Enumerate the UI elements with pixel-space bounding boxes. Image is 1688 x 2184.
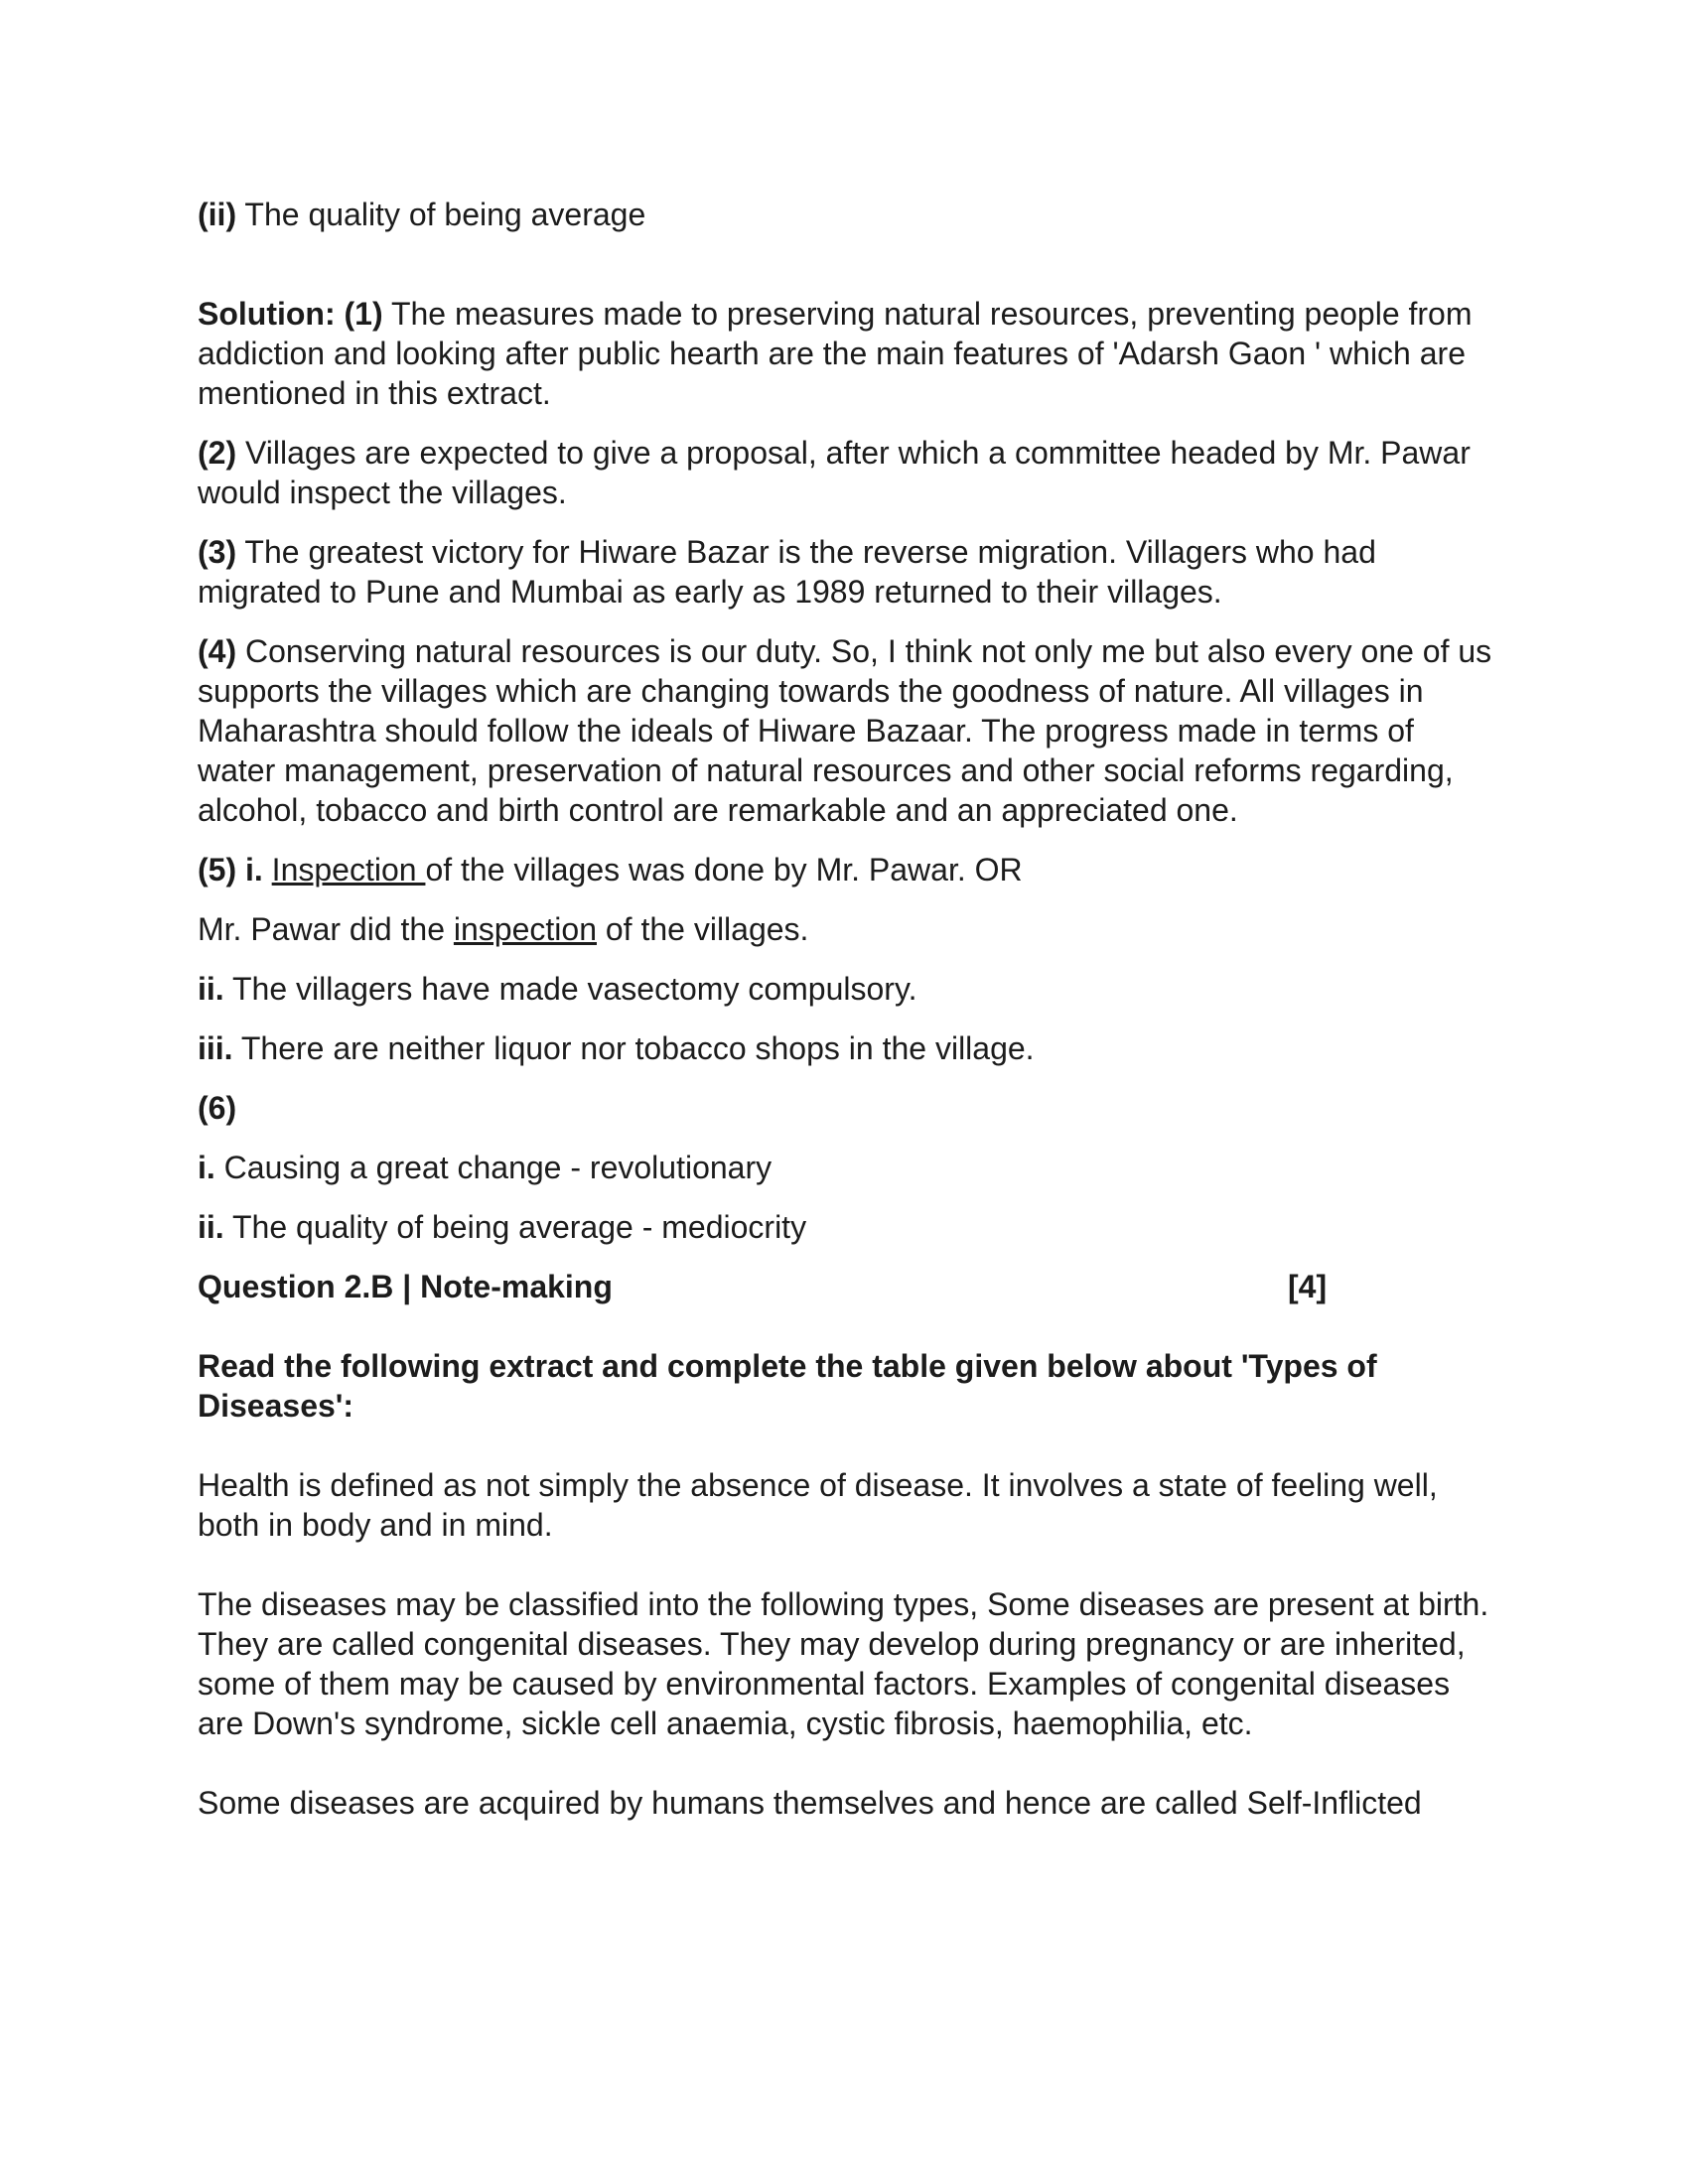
answer-number: (1) [335,296,383,332]
solution-answer-3 [198,532,1499,612]
extract-paragraph-1: Health is defined as not simply the absence of disease. It involves a state of feeling well, both in body and in mind. [198,1467,1438,1543]
answer-text: The greatest victory for Hiware Bazar is the reverse migration. Villagers who had migrated to Pune and Mumbai as early as 1989 returned to their villages. [198,534,1376,610]
answer-text: of the villages. [596,911,809,947]
solution-label: Solution: [198,296,336,332]
answer-text: Mr. Pawar did the [198,911,454,947]
answer-number: ii. [198,971,224,1007]
solution-answer-6: (6) [198,1090,237,1126]
answer-number: (5) i. [198,852,263,887]
answer-number: (2) [198,435,237,471]
answer-number: (3) [198,534,237,570]
item-number: (ii) [198,197,237,232]
solution-answer-6-ii [198,1207,1499,1247]
question-marks: [4] [1288,1269,1328,1304]
solution-answer-5-i-alt [198,909,1499,949]
extract-paragraph-2: The diseases may be classified into the following types, Some diseases are present at birth. They are called congenital diseases. They may develop during pregnancy or are inherited, some of them may be caused by environmental factors. Examples of congenital diseases are Down's syndrome, sickle cell anaemia, cystic fibrosis, haemophilia, etc. [198,1586,1489,1741]
extract-paragraph-3: Some diseases are acquired by humans themselves and hence are called Self-Inflicted [198,1785,1422,1821]
answer-number: i. [198,1150,215,1185]
underlined-word: Inspection [271,852,426,887]
answer-text: The measures made to preserving natural resources, preventing people from addiction and looking after public hearth are the main features of 'Adarsh Gaon ' which are mentioned in this extract. [198,296,1473,411]
answer-text: The villagers have made vasectomy compulsory. [223,971,917,1007]
answer-number: ii. [198,1209,224,1245]
answer-text: There are neither liquor nor tobacco shops in the village. [232,1030,1035,1066]
answer-text: Conserving natural resources is our duty. So, I think not only me but also every one of us supports the villages which are changing towards the goodness of nature. All villages in Maharashtra should follow the ideals of Hiware Bazaar. The progress made in terms of water management, preservation of natural resources and other social reforms regarding, alcohol, tobacco and birth control are remarkable and an appreciated one. [198,633,1492,828]
underlined-word: inspection [453,911,597,947]
question-heading [198,1267,1499,1306]
item-text: The quality of being average [236,197,646,232]
solution-answer-5-iii [198,1028,1499,1068]
solution-answer-5-ii [198,969,1499,1009]
answer-number: iii. [198,1030,233,1066]
solution-answer-1 [198,294,1499,413]
question-instruction: Read the following extract and complete the table given below about 'Types of Diseases': [198,1348,1377,1424]
solution-answer-6-i [198,1148,1499,1187]
question-title: Question 2.B | Note-making [198,1269,613,1304]
answer-text: Villages are expected to give a proposal, after which a committee headed by Mr. Pawar would inspect the villages. [198,435,1471,510]
answer-text: of the villages was done by Mr. Pawar. OR [425,852,1023,887]
answer-text: The quality of being average - mediocrity [223,1209,807,1245]
solution-answer-4 [198,631,1499,830]
solution-answer-5-i [198,850,1499,889]
answer-number: (4) [198,633,237,669]
prev-item [198,195,1499,234]
solution-answer-2 [198,433,1499,512]
answer-text: Causing a great change - revolutionary [214,1150,773,1185]
